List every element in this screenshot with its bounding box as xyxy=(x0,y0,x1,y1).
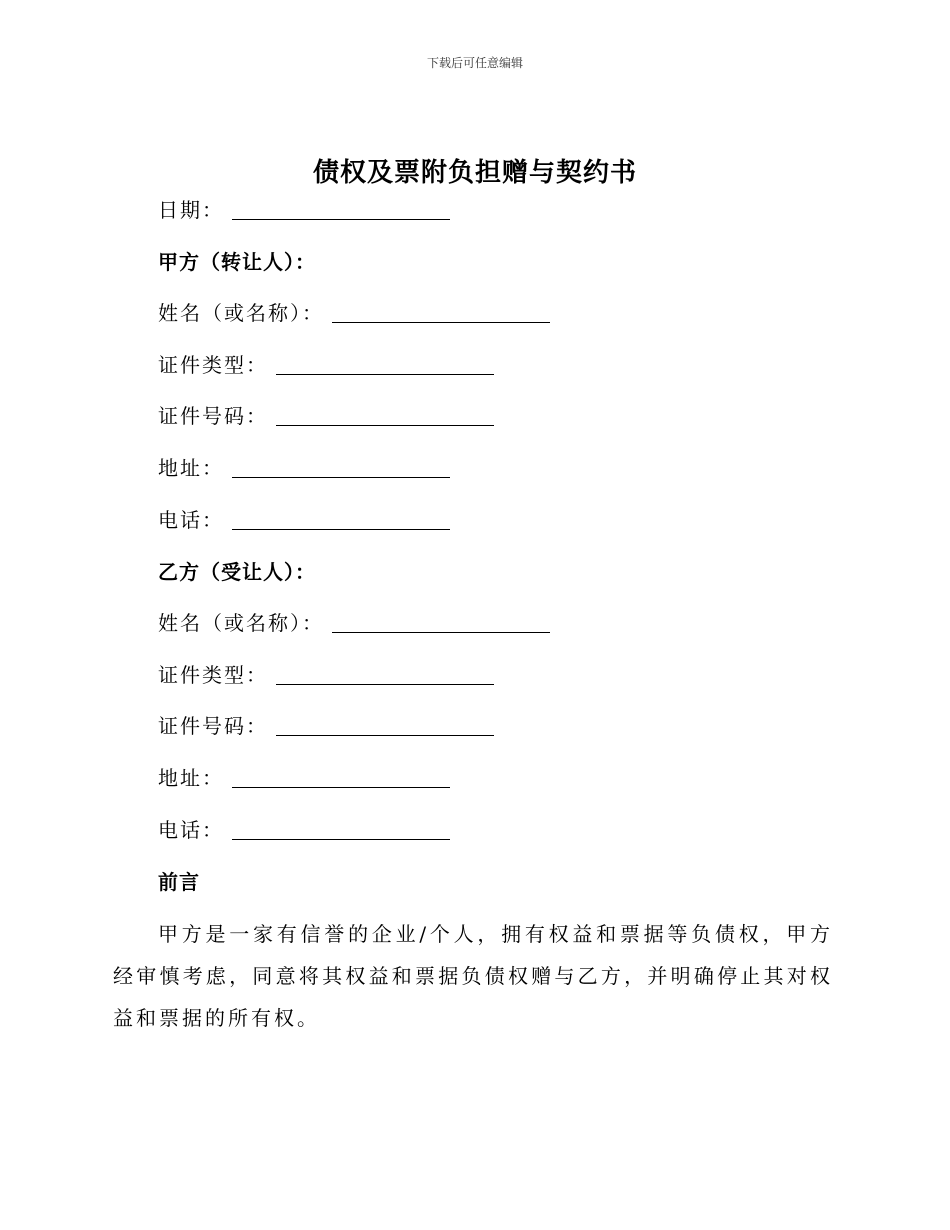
date-label: 日期： xyxy=(158,198,224,222)
party-a-name-label: 姓名（或名称）： xyxy=(158,301,324,325)
party-b-phone-row xyxy=(158,817,450,843)
party-a-id-number-row xyxy=(158,403,494,429)
party-b-address-row xyxy=(158,765,450,791)
date-row xyxy=(158,197,450,223)
party-a-id-type-blank xyxy=(276,354,494,375)
party-a-id-type-row xyxy=(158,352,494,378)
party-a-address-label: 地址： xyxy=(158,456,224,480)
party-b-id-number-blank xyxy=(276,715,494,736)
date-blank xyxy=(232,199,450,220)
party-b-address-blank xyxy=(232,767,450,788)
party-b-id-number-row xyxy=(158,713,494,739)
party-b-address-label: 地址： xyxy=(158,766,224,790)
party-a-id-number-blank xyxy=(276,405,494,426)
party-a-phone-row xyxy=(158,507,450,533)
party-b-name-row xyxy=(158,610,550,636)
party-b-phone-label: 电话： xyxy=(158,818,224,842)
party-a-phone-blank xyxy=(232,509,450,530)
party-b-name-label: 姓名（或名称）： xyxy=(158,611,324,635)
party-a-heading: 甲方（转让人）： xyxy=(158,250,316,274)
party-a-phone-label: 电话： xyxy=(158,508,224,532)
party-b-id-type-row xyxy=(158,662,494,688)
party-b-id-number-label: 证件号码： xyxy=(158,714,268,738)
party-b-id-type-blank xyxy=(276,664,494,685)
preface-paragraph: 甲方是一家有信誉的企业/个人，拥有权益和票据等负债权，甲方经审慎考虑，同意将其权益和票据负债权赠与乙方，并明确停止其对权益和票据的所有权。 xyxy=(113,922,833,1030)
document-title: 债权及票附负担赠与契约书 xyxy=(312,158,637,188)
party-a-address-row xyxy=(158,455,450,481)
party-b-id-type-label: 证件类型： xyxy=(158,663,268,687)
party-a-address-blank xyxy=(232,457,450,478)
party-a-name-blank xyxy=(332,302,550,323)
page-header-note: 下载后可任意编辑 xyxy=(426,56,523,70)
party-a-id-type-label: 证件类型： xyxy=(158,353,268,377)
preface-heading: 前言 xyxy=(158,870,200,894)
party-a-id-number-label: 证件号码： xyxy=(158,404,268,428)
party-a-name-row xyxy=(158,300,550,326)
party-b-name-blank xyxy=(332,612,550,633)
party-b-heading: 乙方（受让人）： xyxy=(158,560,316,584)
party-b-phone-blank xyxy=(232,819,450,840)
